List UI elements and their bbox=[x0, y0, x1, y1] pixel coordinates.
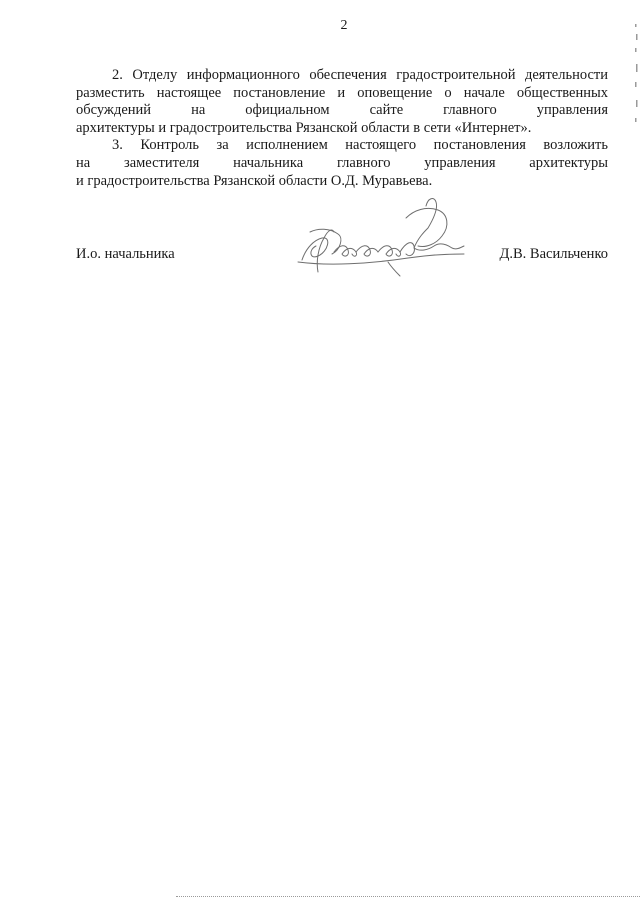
paragraph-line: архитектуры и градостроительства Рязанской области в сети «Интернет». bbox=[76, 119, 532, 136]
paragraph-line: и градостроительства Рязанской области О.Д. Муравьева. bbox=[76, 172, 433, 189]
paragraph-line: обсуждений на официальном сайте главного управления bbox=[76, 102, 608, 119]
paragraph-2 bbox=[76, 67, 608, 137]
paragraph-line: 2. Отделу информационного обеспечения градостроительной деятельности bbox=[112, 67, 608, 83]
signature-block bbox=[76, 246, 608, 266]
document-body bbox=[76, 67, 608, 190]
scan-bottom-edge bbox=[176, 896, 640, 898]
paragraph-line: на заместителя начальника главного управления архитектуры bbox=[76, 154, 608, 171]
page-number: 2 bbox=[340, 18, 348, 33]
handwritten-signature-icon bbox=[288, 188, 468, 288]
paragraph-3 bbox=[76, 137, 608, 190]
paragraph-line: 3. Контроль за исполнением настоящего постановления возложить bbox=[112, 137, 608, 154]
scan-edge-marks-icon bbox=[632, 20, 640, 140]
signatory-name: Д.В. Васильченко bbox=[499, 246, 608, 262]
signatory-position: И.о. начальника bbox=[76, 246, 175, 262]
paragraph-line: разместить настоящее постановление и оповещение о начале общественных bbox=[76, 84, 608, 101]
